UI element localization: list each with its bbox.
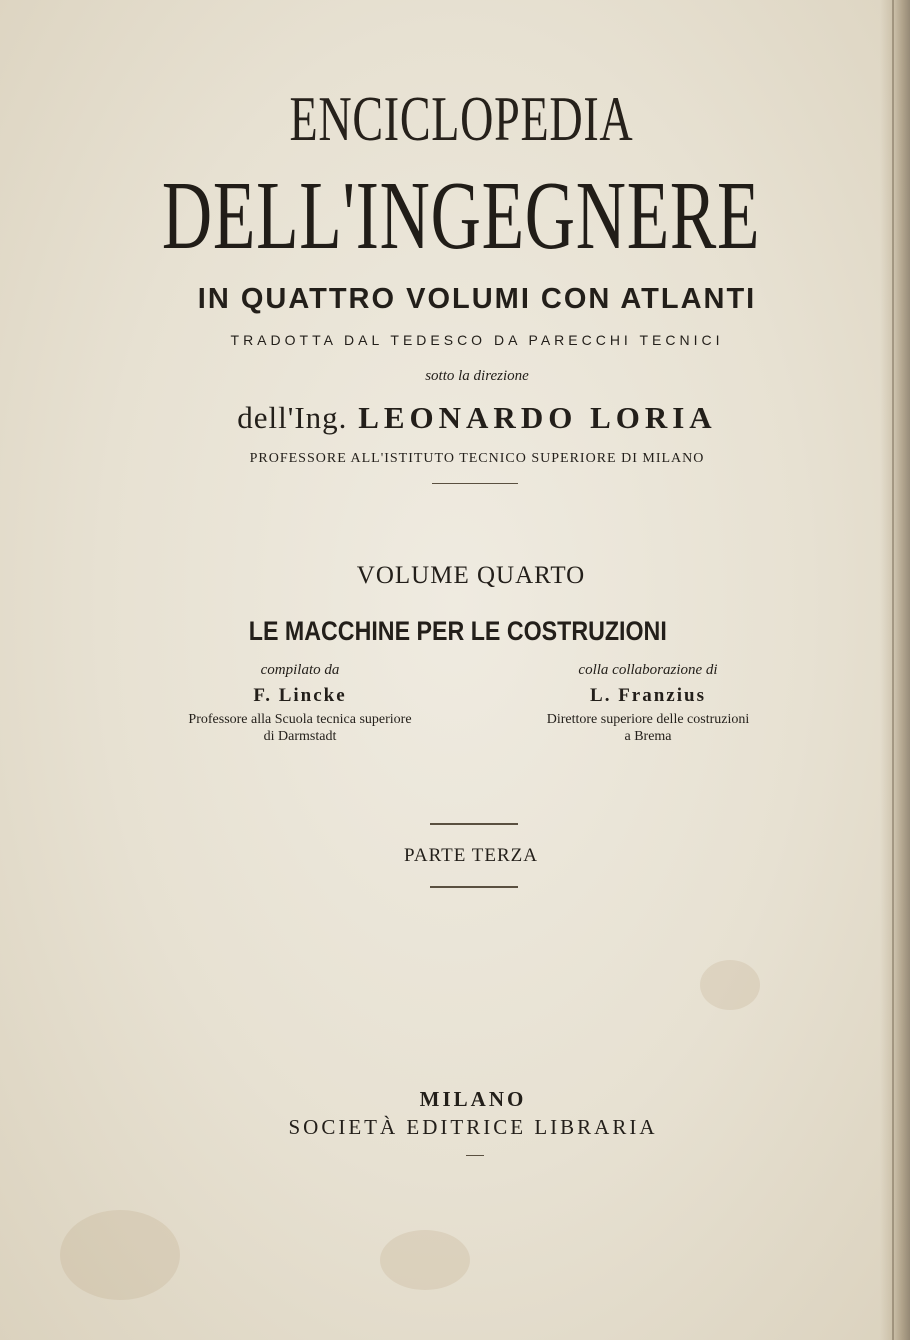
paper-stain [60, 1210, 180, 1300]
collaborator-name: L. Franzius [590, 685, 706, 706]
compiler-desc-2: di Darmstadt [263, 729, 337, 744]
director-line [22, 400, 910, 436]
paper-stain [380, 1230, 470, 1290]
divider-rule [430, 823, 518, 825]
imprint-publisher: SOCIETÀ EDITRICE LIBRARIA [288, 1115, 658, 1139]
director-position: PROFESSORE ALL'ISTITUTO TECNICO SUPERIORE DI MILANO [249, 451, 705, 466]
part-label: PARTE TERZA [404, 845, 538, 866]
director-prefix: dell'Ing. [237, 400, 348, 435]
divider-rule [466, 1155, 484, 1156]
divider-rule [432, 483, 518, 484]
collaborator-role: colla collaborazione di [578, 662, 718, 678]
compiler-name: F. Lincke [253, 685, 347, 706]
volume-title: LE MACCHINE PER LE COSTRUZIONI [248, 616, 667, 646]
subtitle-translation: TRADOTTA DAL TEDESCO DA PARECCHI TECNICI [230, 332, 724, 348]
paper-stain [700, 960, 760, 1010]
collaborator-desc-2: a Brema [624, 729, 672, 744]
divider-rule [430, 886, 518, 888]
compiler-desc-1: Professore alla Scuola tecnica superiore [188, 712, 412, 727]
volume-label: VOLUME QUARTO [356, 562, 586, 589]
compiler-role: compilato da [260, 662, 340, 678]
collaborator-block [488, 662, 808, 745]
title-line-2: DELL'INGEGNERE [161, 162, 761, 270]
director-name: LEONARDO LORIA [358, 400, 717, 435]
compiler-block [140, 662, 460, 745]
title-line-1: ENCICLOPEDIA [289, 83, 634, 154]
subtitle-volumes: IN QUATTRO VOLUMI CON ATLANTI [197, 283, 757, 315]
imprint-city: MILANO [419, 1087, 527, 1111]
collaborator-desc-1: Direttore superiore delle costruzioni [546, 712, 750, 727]
subtitle-direction: sotto la direzione [425, 368, 529, 384]
